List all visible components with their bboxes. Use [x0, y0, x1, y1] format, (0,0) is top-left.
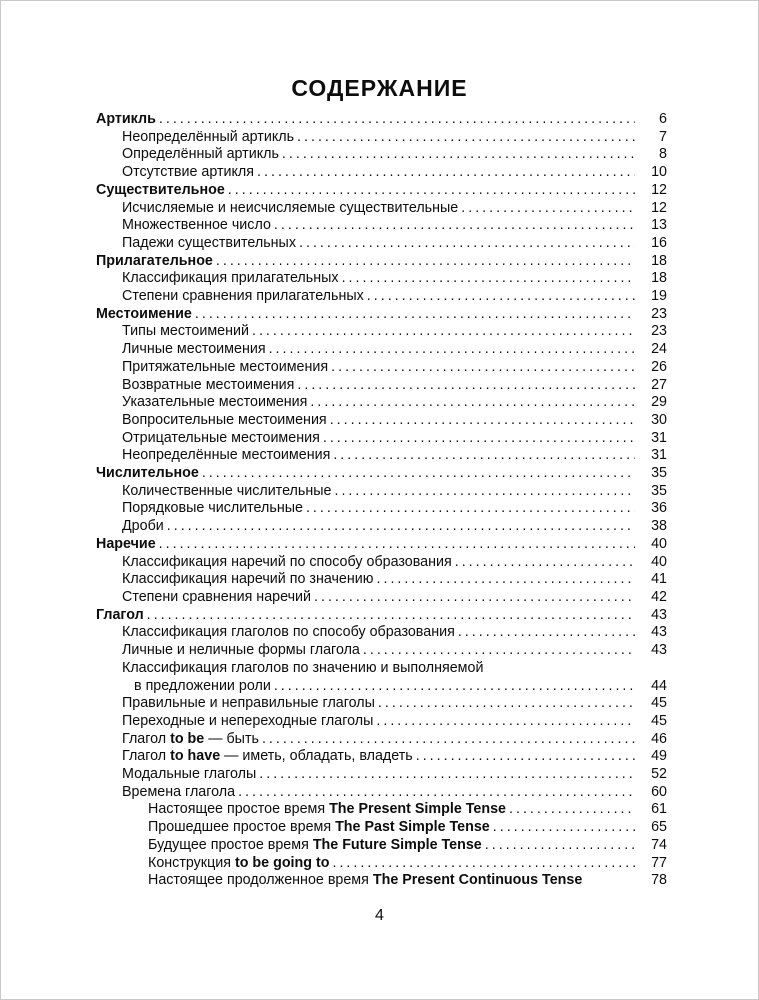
toc-entry	[96, 217, 667, 235]
toc-entry	[96, 607, 667, 625]
toc-entry	[96, 111, 667, 129]
toc-dot-leader	[257, 164, 635, 182]
toc-page-number: 43	[651, 642, 667, 659]
toc-page-number: 16	[651, 234, 667, 251]
toc-dot-leader	[306, 500, 635, 518]
toc-dot-leader	[416, 748, 635, 766]
toc-dot-leader	[332, 855, 635, 873]
toc-page-number: 18	[651, 270, 667, 287]
toc-entry	[96, 412, 667, 430]
toc-entry	[96, 253, 667, 271]
toc-entry-label: Количественные числительные	[122, 482, 332, 499]
toc-entry-label: Модальные глаголы	[122, 766, 257, 783]
toc-page-number: 12	[651, 199, 667, 216]
toc-page-number: 23	[651, 305, 667, 322]
toc-dot-leader	[252, 323, 635, 341]
toc-page-number: 10	[651, 164, 667, 181]
toc-entry-label: Классификация наречий по способу образования	[122, 553, 452, 570]
toc-entry	[96, 855, 667, 873]
toc-dot-leader	[195, 306, 635, 324]
toc-dot-leader	[159, 111, 635, 129]
toc-dot-leader	[461, 200, 635, 218]
toc-entry-label: Порядковые числительные	[122, 500, 303, 517]
toc-entry-label: Падежи существительных	[122, 234, 296, 251]
toc-dot-leader	[297, 377, 635, 395]
toc-entry	[96, 801, 667, 819]
toc-entry-label: Возвратные местоимения	[122, 376, 295, 393]
toc-page-number: 24	[651, 341, 667, 358]
toc-entry-label: Наречие	[96, 535, 156, 552]
toc-entry	[96, 306, 667, 324]
toc-page-number: 52	[651, 766, 667, 783]
toc-dot-leader	[310, 394, 635, 412]
toc-entry-label: Глагол	[96, 606, 144, 623]
toc-entry-label: Исчисляемые и неисчисляемые существительные	[122, 199, 459, 216]
toc-dot-leader	[485, 837, 635, 855]
toc-dot-leader	[167, 518, 635, 536]
toc-dot-leader	[334, 483, 635, 501]
toc-entry	[96, 270, 667, 288]
toc-dot-leader	[274, 217, 635, 235]
toc-dot-leader	[202, 465, 635, 483]
toc-entry-label: Классификация наречий по значению	[122, 571, 374, 588]
toc-entry	[96, 731, 667, 749]
toc-entry	[96, 359, 667, 377]
toc-page-number: 31	[651, 429, 667, 446]
toc-entry-label: Степени сравнения прилагательных	[122, 288, 364, 305]
toc-entry	[96, 500, 667, 518]
toc-entry	[96, 837, 667, 855]
toc-entry	[96, 394, 667, 412]
toc-entry-label: Артикль	[96, 111, 156, 127]
toc-page-number: 41	[651, 571, 667, 588]
toc-page-number: 44	[651, 677, 667, 694]
toc-dot-leader	[259, 766, 635, 784]
toc-page-number: 35	[651, 465, 667, 482]
toc-page-number: 40	[651, 553, 667, 570]
toc-entry-label: Будущее простое время The Future Simple Tense	[148, 836, 482, 853]
toc-entry-label: Классификация прилагательных	[122, 270, 339, 287]
toc-page-number: 26	[651, 358, 667, 375]
toc-entry-label: Отсутствие артикля	[122, 164, 255, 181]
toc-page-number: 35	[651, 482, 667, 499]
toc-entry	[96, 323, 667, 341]
toc-dot-leader	[314, 589, 635, 607]
toc-entry	[96, 748, 667, 766]
toc-entry-label: Глагол to have — иметь, обладать, владеть	[122, 748, 413, 765]
toc-page-number: 19	[651, 288, 667, 305]
toc-dot-leader	[458, 624, 635, 642]
toc-title: СОДЕРЖАНИЕ	[291, 75, 468, 101]
toc-page-number: 77	[651, 854, 667, 871]
toc-entry-label: Прилагательное	[96, 252, 213, 269]
toc-entry-label: Переходные и непереходные глаголы	[122, 712, 374, 729]
toc-entry-label: Личные местоимения	[122, 341, 266, 358]
toc-dot-leader	[376, 713, 635, 731]
toc-page-number: 36	[651, 500, 667, 517]
toc-page-number: 78	[651, 872, 667, 889]
toc-entry	[96, 288, 667, 306]
toc-entry	[96, 341, 667, 359]
toc-entry-label: Настоящее простое время The Present Simple Tense	[148, 801, 506, 818]
toc-dot-leader	[274, 678, 635, 696]
toc-entry	[96, 642, 667, 660]
toc-entry	[96, 377, 667, 395]
toc-entry-label: Прошедшее простое время The Past Simple Tense	[148, 819, 490, 836]
toc-entry-label: Классификация глаголов по значению и выполняемой	[122, 659, 484, 676]
toc-entry-label: Личные и неличные формы глагола	[122, 642, 360, 659]
toc-entry	[96, 164, 667, 182]
toc-page-number: 61	[651, 801, 667, 818]
toc-entry-label: Местоимение	[96, 305, 192, 322]
toc-page-number: 46	[651, 730, 667, 747]
toc-dot-leader	[159, 536, 635, 554]
toc-dot-leader	[299, 235, 635, 253]
toc-page-number: 38	[651, 518, 667, 535]
toc-entry	[96, 554, 667, 572]
toc-entry	[96, 536, 667, 554]
toc-dot-leader	[363, 642, 635, 660]
toc-entry-label: Степени сравнения наречий	[122, 588, 311, 605]
toc-entry-label: Глагол to be — быть	[122, 730, 259, 747]
toc-entry-label: Правильные и неправильные глаголы	[122, 695, 375, 712]
toc-entry-label: Вопросительные местоимения	[122, 411, 327, 428]
toc-entry-label: Типы местоимений	[122, 323, 249, 340]
toc-page-number: 43	[651, 606, 667, 623]
toc-page-number: 18	[651, 252, 667, 269]
toc-dot-leader	[262, 731, 635, 749]
toc-dot-leader	[323, 430, 635, 448]
toc-entry	[96, 660, 667, 678]
toc-entry-label: Отрицательные местоимения	[122, 429, 320, 446]
toc-entry-label: Указательные местоимения	[122, 394, 308, 411]
toc-entry	[96, 235, 667, 253]
toc-entry	[96, 766, 667, 784]
toc-page-number: 8	[659, 146, 667, 163]
toc-page-number: 60	[651, 783, 667, 800]
toc-page-number: 45	[651, 712, 667, 729]
toc-entry-label: Времена глагола	[122, 783, 236, 800]
toc-entry	[96, 430, 667, 448]
toc-page-number: 43	[651, 624, 667, 641]
toc-dot-leader	[282, 146, 635, 164]
toc-page-number: 30	[651, 411, 667, 428]
toc-entry-label: Существительное	[96, 181, 225, 198]
toc-dot-leader	[367, 288, 635, 306]
toc-dot-leader	[455, 554, 635, 572]
toc-entry	[96, 447, 667, 465]
toc-page-number: 49	[651, 748, 667, 765]
toc-entry	[96, 200, 667, 218]
page-number: 4	[375, 907, 384, 924]
toc-entry	[96, 182, 667, 200]
toc-entry-label: Определённый артикль	[122, 146, 279, 163]
toc-dot-leader	[228, 182, 635, 200]
toc-entry	[96, 518, 667, 536]
toc-dot-leader	[269, 341, 635, 359]
toc-dot-leader	[342, 270, 635, 288]
toc-dot-leader	[333, 447, 635, 465]
toc-page-number: 13	[651, 217, 667, 234]
toc-entry-label: Конструкция to be going to	[148, 854, 330, 871]
toc-entry-label: Неопределённые местоимения	[122, 447, 331, 464]
toc-entry-label: Числительное	[96, 465, 199, 482]
toc-dot-leader	[378, 695, 635, 713]
toc-dot-leader	[216, 253, 635, 271]
toc-entry	[96, 589, 667, 607]
toc-entry	[96, 571, 667, 589]
toc-page-number: 23	[651, 323, 667, 340]
toc-dot-leader	[238, 784, 635, 802]
toc-page-number: 6	[659, 111, 667, 127]
toc-entry-label: Дроби	[122, 518, 164, 535]
toc-page-number: 40	[651, 535, 667, 552]
toc-entry-label: Настоящее продолженное время The Present Continuous Tense	[148, 872, 583, 889]
toc-page-number: 29	[651, 394, 667, 411]
toc-dot-leader	[330, 412, 635, 430]
toc-page-number: 65	[651, 819, 667, 836]
toc-dot-leader	[297, 129, 635, 147]
toc-entry	[96, 713, 667, 731]
toc-entry	[96, 819, 667, 837]
toc-entry	[96, 146, 667, 164]
toc-page-number: 74	[651, 836, 667, 853]
toc-entry	[96, 129, 667, 147]
toc-entry	[96, 784, 667, 802]
toc-entry	[96, 695, 667, 713]
toc-list	[96, 111, 667, 890]
toc-dot-leader	[509, 801, 635, 819]
toc-page-number: 12	[651, 181, 667, 198]
toc-dot-leader	[493, 819, 635, 837]
toc-page-number: 27	[651, 376, 667, 393]
toc-entry	[96, 483, 667, 501]
toc-entry-label: Неопределённый артикль	[122, 128, 295, 145]
toc-entry	[96, 678, 667, 696]
toc-page-number: 45	[651, 695, 667, 712]
toc-entry-label: Классификация глаголов по способу образования	[122, 624, 455, 641]
toc-page-number: 31	[651, 447, 667, 464]
toc-entry-label: Притяжательные местоимения	[122, 358, 329, 375]
toc-page-number: 42	[651, 588, 667, 605]
toc-entry-label: Множественное число	[122, 217, 271, 234]
toc-entry-label: в предложении роли	[134, 677, 271, 694]
toc-entry	[96, 872, 667, 890]
toc-dot-leader	[331, 359, 635, 377]
toc-page-number: 7	[659, 128, 667, 145]
toc-dot-leader	[377, 571, 636, 589]
toc-entry	[96, 465, 667, 483]
toc-entry	[96, 624, 667, 642]
toc-dot-leader	[147, 607, 635, 625]
